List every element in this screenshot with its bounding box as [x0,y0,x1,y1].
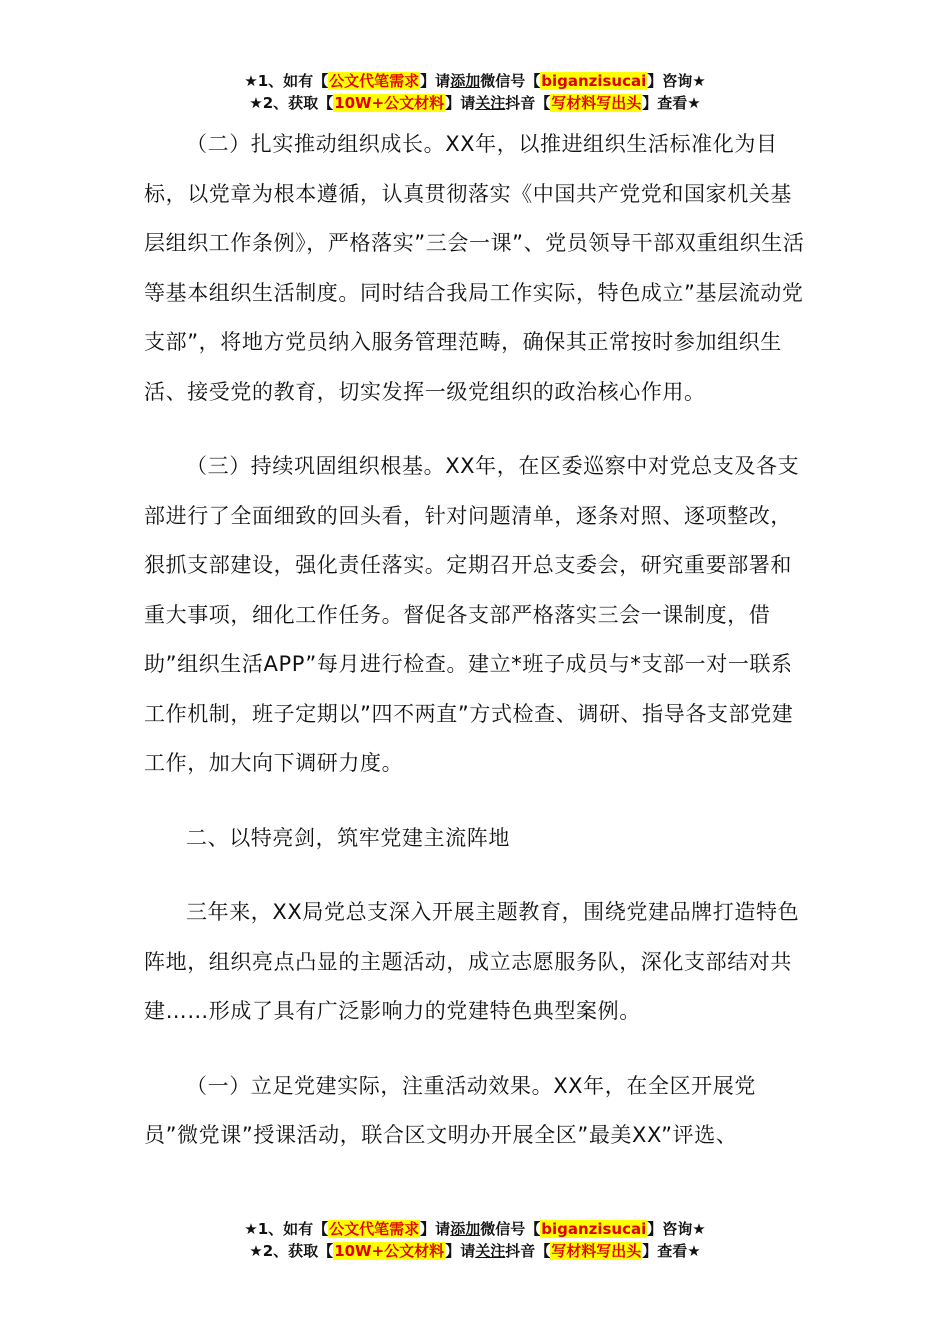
promo-text: 抖音【 [505,94,551,112]
promo-text: 】请 [445,1242,476,1260]
promo-text: 】请 [420,1220,451,1238]
promo-text: ★1、如有【 [244,1220,329,1238]
paragraph-three-years: 三年来，XX局党总支深入开展主题教育，围绕党建品牌打造特色阵地，组织亮点凸显的主题活动，成立志愿服务队，深化支部结对共建……形成了具有广泛影响力的党建特色典型案例。 [144,900,800,1023]
promo-douyin-id: 写材料写出头 [551,1242,642,1260]
bottom-promo-banner [0,1218,950,1262]
promo-underlined: 添加 [450,1220,481,1238]
promo-text: 微信号【 [480,1220,541,1238]
promo-wechat-id: biganzisucai [541,1220,647,1238]
paragraph-organization-foundation: （三）持续巩固组织根基。XX年，在区委巡察中对党总支及各支部进行了全面细致的回头看，针对问题清单，逐条对照、逐项整改，狠抓支部建设，强化责任落实。定期召开总支委会，研究重要部署和重大事项，细化工作任务。督促各支部严格落实三会一课制度，借助”组织生活APP”每月进行检查。建立*班子成员与*支部一对一联系工作机制，班子定期以”四不两直”方式检查、调研、指导各支部党建工作，加大向下调研力度。 [144,454,800,775]
promo-underlined: 关注 [475,94,506,112]
promo-text: ★2、获取【 [249,1242,334,1260]
paragraph-organization-growth: （二）扎实推动组织成长。XX年，以推进组织生活标准化为目标，以党章为根本遵循，认真贯彻落实《中国共产党党和国家机关基层组织工作条例》，严格落实”三会一课”、党员领导干部双重组织生活等基本组织生活制度。同时结合我局工作实际，特色成立”基层流动党支部”，将地方党员纳入服务管理范畴，确保其正常按时参加组织生活、接受党的教育，切实发挥一级党组织的政治核心作用。 [144,132,805,404]
promo-text: 】请 [420,72,451,90]
promo-line-1 [0,70,950,92]
promo-text: ★2、获取【 [249,94,334,112]
promo-text: 】咨询★ [647,1220,706,1238]
promo-text: ★1、如有【 [244,72,329,90]
promo-text: 】查看★ [642,1242,701,1260]
paragraph-activity-effect: （一）立足党建实际，注重活动效果。XX年，在全区开展党员”微党课”授课活动，联合区文明办开展全区”最美XX”评选、 [144,1073,756,1147]
promo-text: 】查看★ [642,94,701,112]
promo-highlight: 公文代笔需求 [329,72,420,90]
promo-text: 抖音【 [505,1242,551,1260]
promo-text: 】咨询★ [647,72,706,90]
promo-text: 微信号【 [480,72,541,90]
promo-line-2 [0,92,950,114]
section-heading: 二、以特亮剑，筑牢党建主流阵地 [186,825,510,850]
promo-highlight: 10W+公文材料 [334,94,445,112]
promo-line-1 [0,1218,950,1240]
promo-wechat-id: biganzisucai [541,72,647,90]
promo-douyin-id: 写材料写出头 [551,94,642,112]
promo-underlined: 添加 [450,72,481,90]
top-promo-banner [0,70,950,114]
promo-line-2 [0,1240,950,1262]
promo-text: 】请 [445,94,476,112]
promo-highlight: 公文代笔需求 [329,1220,420,1238]
document-body [144,120,808,1161]
promo-highlight: 10W+公文材料 [334,1242,445,1260]
promo-underlined: 关注 [475,1242,506,1260]
